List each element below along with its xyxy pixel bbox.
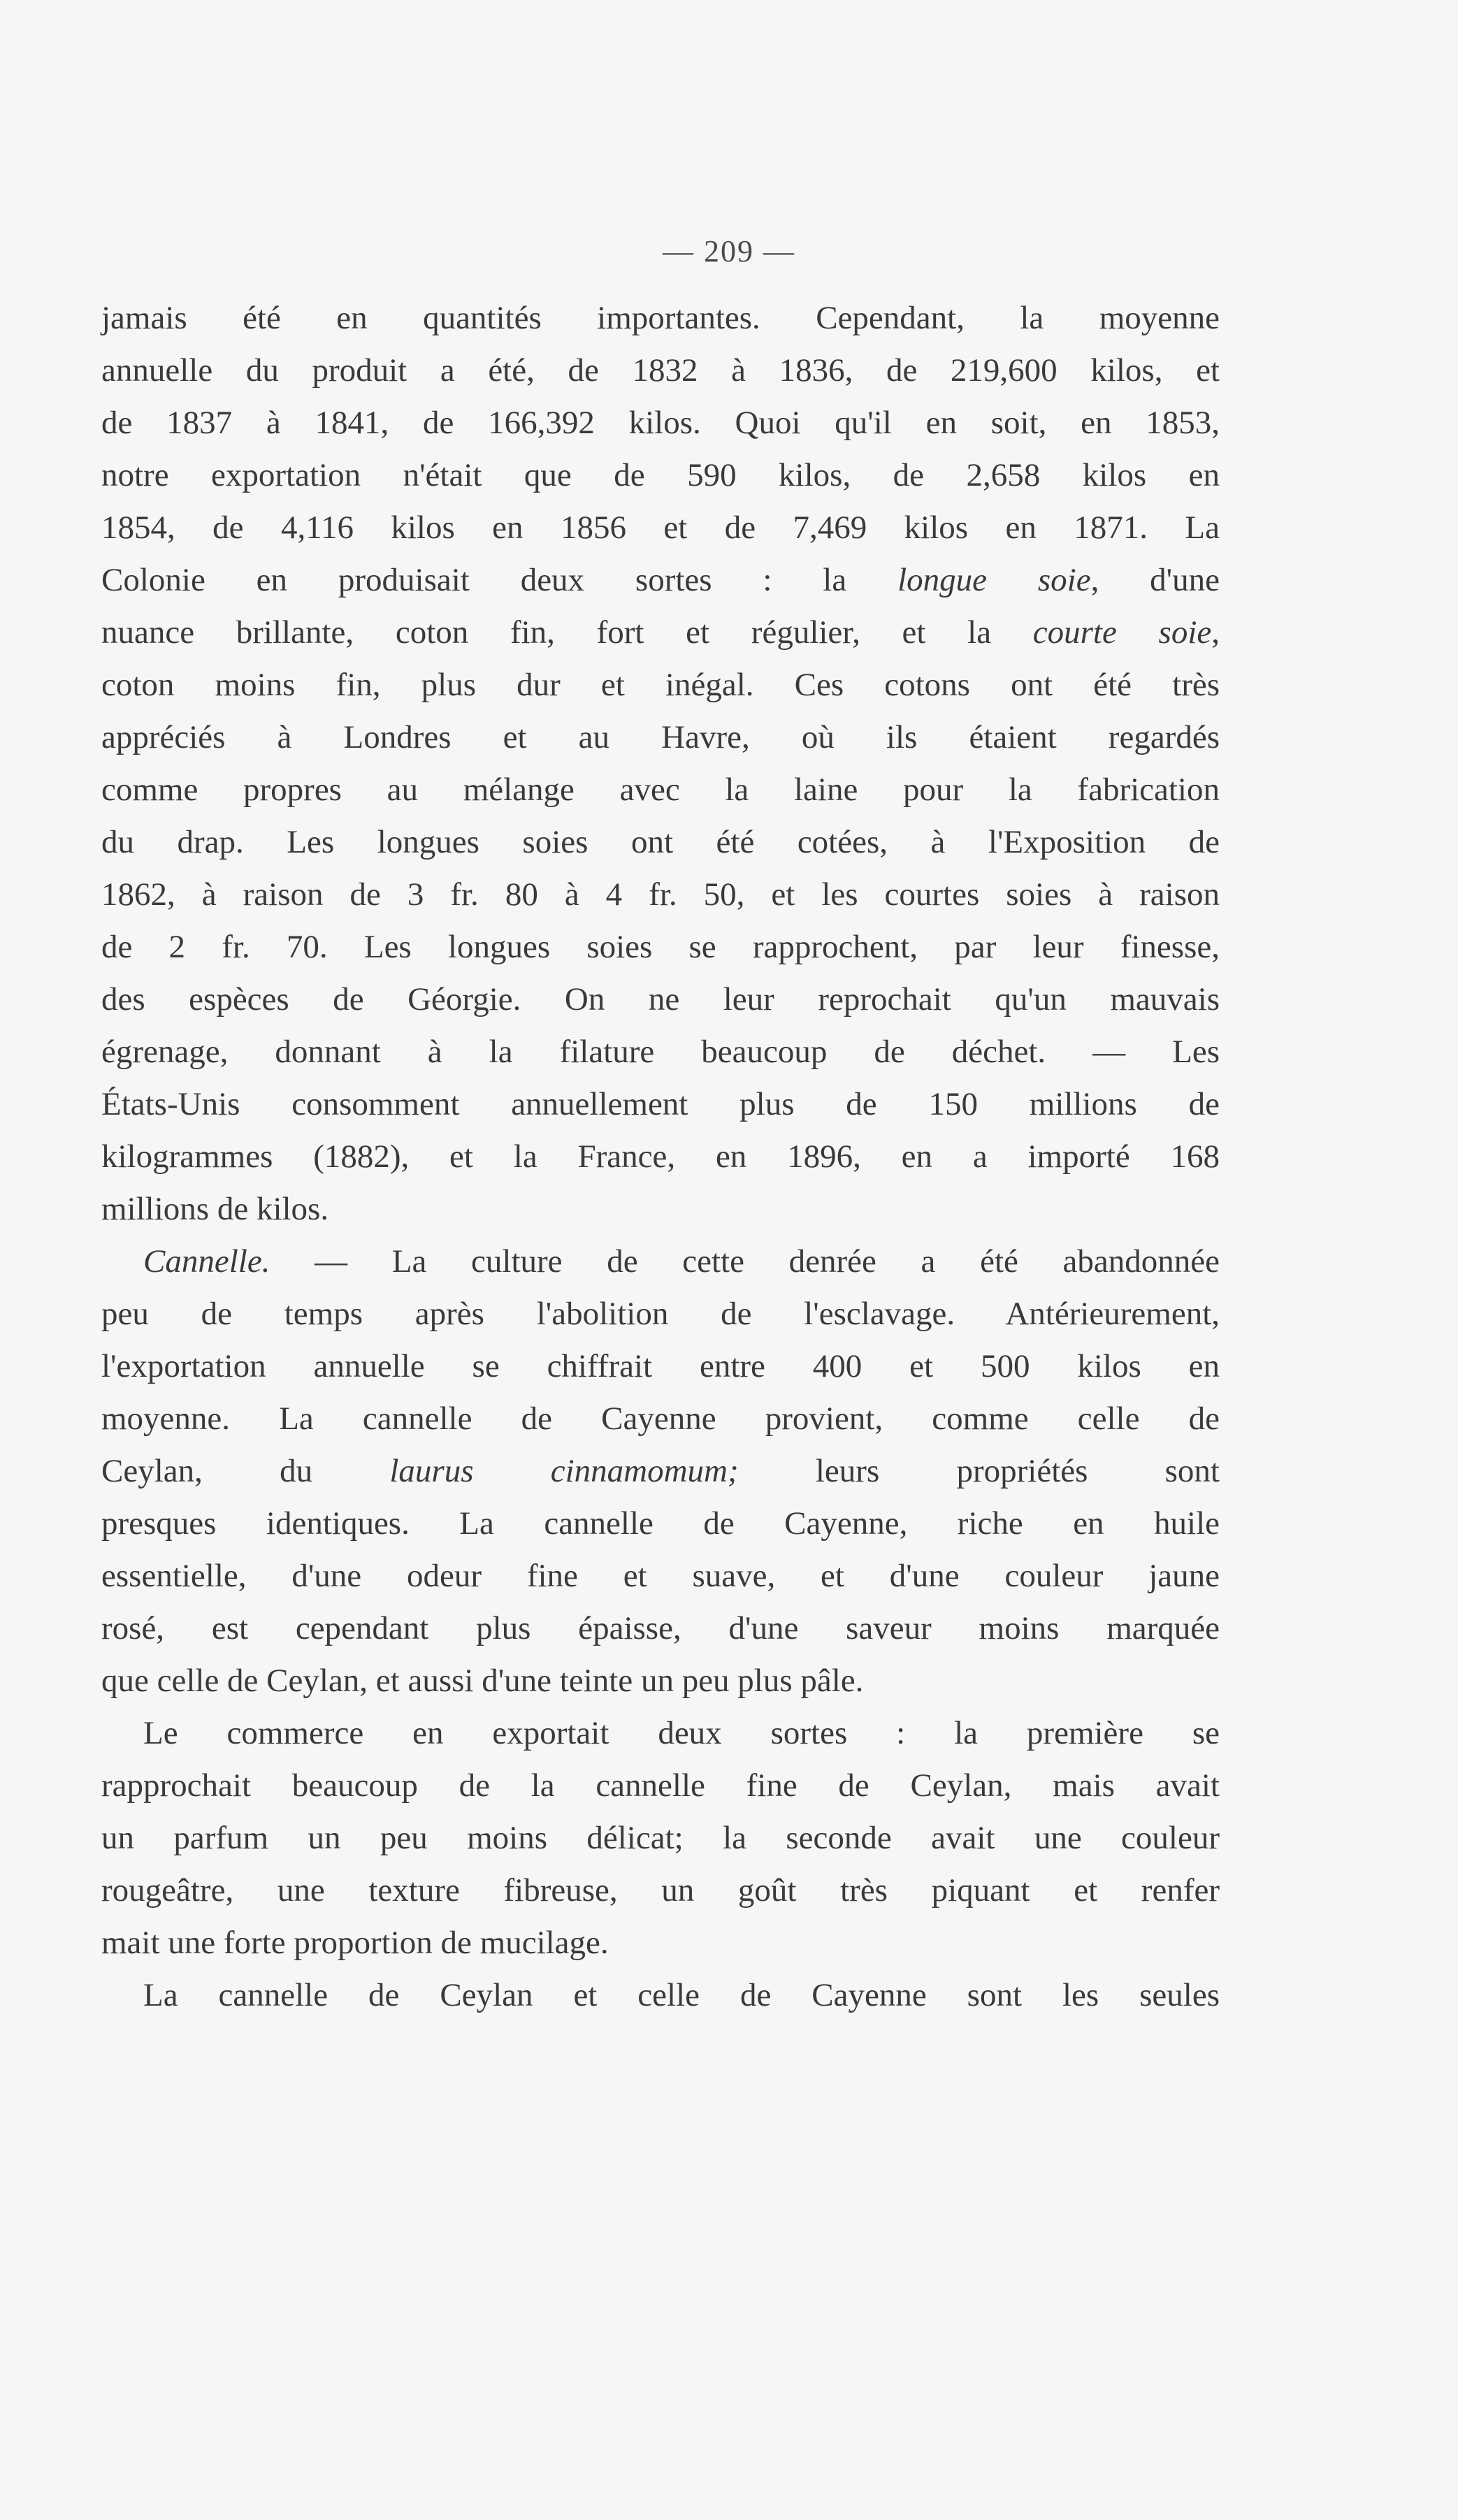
paragraph-ceylan <box>101 1969 1220 2022</box>
text-line: égrenage, donnant à la filature beaucoup de déchet. — Les <box>101 1034 1220 1070</box>
text-fragment: leurs propriétés sont <box>738 1453 1220 1489</box>
text-line: rougeâtre, une texture fibreuse, un goût très piquant et renfer <box>101 1872 1220 1909</box>
text-line: millions de kilos. <box>101 1191 329 1227</box>
text-line: 1862, à raison de 3 fr. 80 à 4 fr. 50, et les courtes soies à raison <box>101 876 1220 913</box>
italic-term: courte soie <box>1032 614 1212 651</box>
paragraph-cannelle <box>101 1236 1220 1707</box>
text-line: que celle de Ceylan, et aussi d'une teinte un peu plus pâle. <box>101 1663 864 1699</box>
text-line <box>101 554 1220 607</box>
text-line: 1854, de 4,116 kilos en 1856 et de 7,469 kilos en 1871. La <box>101 509 1220 546</box>
text-line: appréciés à Londres et au Havre, où ils étaient regardés <box>101 719 1220 755</box>
italic-term: longue soie <box>897 562 1091 598</box>
text-line: kilogrammes (1882), et la France, en 1896, en a importé 168 <box>101 1138 1220 1175</box>
paragraph-commerce <box>101 1707 1220 1969</box>
text-line: l'exportation annuelle se chiffrait entre 400 et 500 kilos en <box>101 1348 1220 1384</box>
text-line: un parfum un peu moins délicat; la seconde avait une couleur <box>101 1820 1220 1856</box>
text-line: La cannelle de Ceylan et celle de Cayenne sont les seules <box>143 1977 1220 2013</box>
text-line: de 1837 à 1841, de 166,392 kilos. Quoi qu'il en soit, en 1853, <box>101 405 1220 441</box>
text-fragment: Ceylan, du <box>101 1453 390 1489</box>
text-fragment: nuance brillante, coton fin, fort et régulier, et la <box>101 614 1033 651</box>
section-heading: Cannelle. <box>143 1243 270 1280</box>
text-line: presques identiques. La cannelle de Cayenne, riche en huile <box>101 1505 1220 1542</box>
text-line <box>101 1445 1220 1498</box>
text-line <box>101 607 1220 659</box>
page-number: — 209 — <box>663 234 795 268</box>
text-line: Le commerce en exportait deux sortes : la première se <box>143 1715 1220 1751</box>
text-line: de 2 fr. 70. Les longues soies se rapprochent, par leur finesse, <box>101 929 1220 965</box>
text-line: rapprochait beaucoup de la cannelle fine de Ceylan, mais avait <box>101 1767 1220 1804</box>
text-line: notre exportation n'était que de 590 kilos, de 2,658 kilos en <box>101 457 1220 493</box>
text-line: États-Unis consomment annuellement plus de 150 millions de <box>101 1086 1220 1122</box>
text-fragment: , d'une <box>1090 562 1220 598</box>
text-line: moyenne. La cannelle de Cayenne provient, comme celle de <box>101 1400 1220 1437</box>
text-line: coton moins fin, plus dur et inégal. Ces cotons ont été très <box>101 667 1220 703</box>
text-line: du drap. Les longues soies ont été cotées, à l'Exposition de <box>101 824 1220 860</box>
text-fragment: Colonie en produisait deux sortes : la <box>101 562 898 598</box>
text-line: rosé, est cependant plus épaisse, d'une saveur moins marquée <box>101 1610 1220 1646</box>
text-line: des espèces de Géorgie. On ne leur reprochait qu'un mauvais <box>101 981 1220 1018</box>
text-line: annuelle du produit a été, de 1832 à 1836, de 219,600 kilos, et <box>101 352 1220 389</box>
text-fragment: — La culture de cette denrée a été abandonnée <box>270 1243 1220 1280</box>
page-body <box>101 292 1220 2022</box>
text-line <box>101 1236 1220 1288</box>
paragraph-cotton <box>101 292 1220 1236</box>
text-line: peu de temps après l'abolition de l'esclavage. Antérieurement, <box>101 1296 1220 1332</box>
text-fragment: , <box>1211 614 1220 651</box>
text-line: jamais été en quantités importantes. Cependant, la moyenne <box>101 300 1220 336</box>
text-line: comme propres au mélange avec la laine pour la fabrication <box>101 772 1220 808</box>
italic-term: laurus cinnamomum; <box>389 1453 739 1489</box>
text-line: essentielle, d'une odeur fine et suave, et d'une couleur jaune <box>101 1558 1220 1594</box>
text-line: mait une forte proportion de mucilage. <box>101 1925 609 1961</box>
